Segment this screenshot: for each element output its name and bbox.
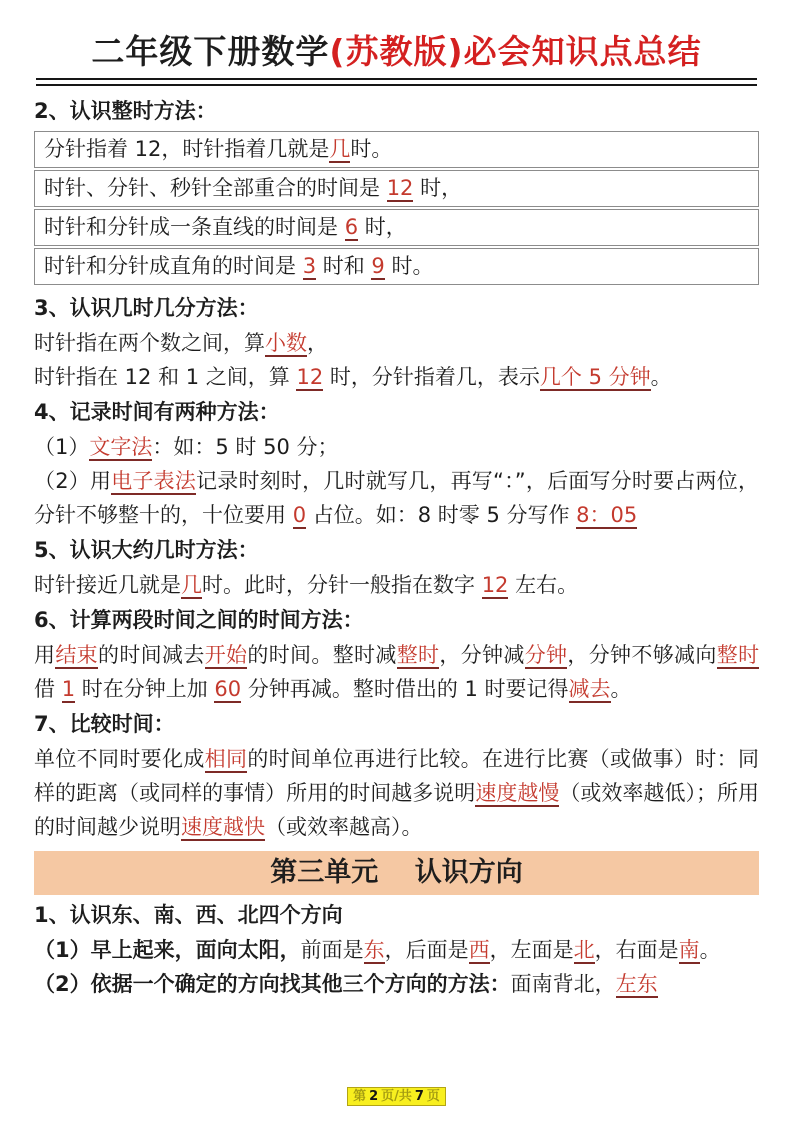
highlight-text: 几 [329,137,351,161]
text-run: （2）依据一个确定的方向找其他三个方向的方法： [34,972,511,996]
text-run: ：如：5 时 50 分； [152,435,339,459]
section-7-line [34,742,759,844]
whole-hour-rules-table [34,131,759,285]
section-4-heading [34,395,759,429]
text-run: 前面是 [300,938,364,962]
text-run: （1）早上起来，面向太阳， [34,938,301,962]
highlight-text: 9 [371,254,385,278]
footer-label: 页 [426,1089,440,1104]
text-run: 3、认识几时几分方法： [34,296,259,320]
highlight-text: 减去 [568,677,611,701]
text-run: 记录时刻时，几时就写几，再写“：”，后面写分时要占两位，分针不够整十的，十位要用 [34,469,759,527]
text-run: 时， [413,176,463,200]
text-run: （2）用 [34,469,112,493]
text-run: 时针接近几就是 [34,573,181,597]
text-run: 分钟再减。整时借出的 1 时要记得 [241,677,569,701]
highlight-text: 文字法 [89,435,153,459]
text-run: （或效率越高）。 [265,815,423,839]
text-run: 时，分针指着几，表示 [323,365,540,389]
highlight-text: 速度越慢 [475,781,560,805]
text-run: ，分钟不够减向 [567,643,717,667]
text-run: 用 [34,643,56,667]
section-4-item-2 [34,464,759,532]
text-run: （1） [34,435,90,459]
section-6-line [34,638,759,706]
table-row [34,170,759,207]
highlight-text: 速度越快 [181,815,265,839]
text-run: 时， [358,215,407,239]
text-run: 时。 [350,137,393,161]
text-run: 的时间单位再进行比较。在进行比赛（或做事）时：同样的距离（或同样的事情）所用的时间越多说明 [34,747,760,805]
page-number-badge [347,1087,446,1106]
unit3-section-1-heading [34,898,759,932]
text-run: （或效率越低）；所用的时间越少说明 [34,781,760,839]
text-run: ，后面是 [384,938,469,962]
section-3-line-2 [34,360,759,394]
section-7-heading [34,707,759,741]
text-run: 时针和分针成直角的时间是 [44,254,303,278]
highlight-text: 整时 [396,643,440,667]
highlight-text: 相同 [204,747,248,771]
text-run: 时和 [316,254,372,278]
text-run: 7、比较时间： [34,712,175,736]
highlight-text: 1 [61,677,76,701]
highlight-text: 12 [386,176,414,200]
highlight-text: 结束 [55,643,99,667]
highlight-text: 3 [302,254,317,278]
title-red-part: (苏教版)必会知识点总结 [329,32,702,71]
text-run: 。 [699,938,721,962]
highlight-text: 小数 [265,331,307,355]
highlight-text: 电子表法 [111,469,197,493]
text-run: 。 [650,365,672,389]
highlight-text: 12 [481,573,509,597]
text-run: 时。此时，分针一般指在数字 [202,573,482,597]
text-run: 单位不同时要化成 [34,747,205,771]
text-run: 。 [610,677,632,701]
text-run: 面南背北， [510,972,616,996]
text-run: ，左面是 [489,938,574,962]
unit-3-banner [34,851,759,895]
footer-label: 第 [353,1089,367,1104]
page-footer [0,1087,793,1106]
table-row [34,209,759,246]
title-black-part: 二年级下册数学 [91,32,330,71]
highlight-text: 6 [344,215,359,239]
section-3-line-1 [34,326,759,360]
highlight-text: 几 [181,573,202,597]
highlight-text: 0 [292,503,307,527]
highlight-text: 开始 [204,643,248,667]
highlight-text: 北 [573,938,595,962]
text-run: 左右。 [508,573,579,597]
text-run: 时针和分针成一条直线的时间是 [44,215,345,239]
highlight-text: 几个 5 分钟 [539,365,651,389]
highlight-text: 整时 [716,643,760,667]
text-run: 分针指着 12，时针指着几就是 [44,137,330,161]
unit3-item-1 [34,933,759,967]
highlight-text: 西 [468,938,490,962]
text-run: 1、认识东、南、西、北四个方向 [34,903,343,927]
text-run: 5、认识大约几时方法： [34,538,259,562]
highlight-text: 东 [363,938,385,962]
section-2-heading [34,94,759,128]
text-run: ，右面是 [594,938,679,962]
section-3-heading [34,291,759,325]
text-run: 6、计算两段时间之间的时间方法： [34,608,364,632]
text-run: 时针指在 12 和 1 之间，算 [34,365,297,389]
text-run: 时。 [384,254,434,278]
text-run: 时针指在两个数之间，算 [34,331,265,355]
text-run: 时在分钟上加 [75,677,215,701]
section-4-item-1 [34,430,759,464]
footer-page-number: 2 [369,1089,379,1104]
section-5-heading [34,533,759,567]
highlight-text: 左东 [615,972,658,996]
text-run: 第三单元 认识方向 [270,857,523,888]
text-run: ，分钟减 [439,643,525,667]
text-run: 的时间。整时减 [247,643,397,667]
document-blocks [34,94,759,1001]
footer-label: 页/共 [381,1089,412,1104]
highlight-text: 南 [678,938,700,962]
table-row [34,248,759,285]
text-run: ， [307,331,328,355]
table-row [34,131,759,168]
footer-total-pages: 7 [414,1089,424,1104]
title-divider [36,78,757,86]
highlight-text: 60 [214,677,242,701]
highlight-text: 分钟 [524,643,568,667]
text-run: 的时间减去 [98,643,205,667]
highlight-text: 8：05 [576,503,638,527]
text-run: 4、记录时间有两种方法： [34,400,280,424]
text-run: 借 [34,677,62,701]
text-run: 2、认识整时方法： [34,99,217,123]
section-6-heading [34,603,759,637]
text-run: 占位。如：8 时零 5 分写作 [306,503,577,527]
unit3-item-2 [34,967,759,1001]
section-5-line [34,568,759,602]
highlight-text: 12 [296,365,324,389]
text-run: 时针、分针、秒针全部重合的时间是 [44,176,387,200]
page-title [38,26,755,73]
